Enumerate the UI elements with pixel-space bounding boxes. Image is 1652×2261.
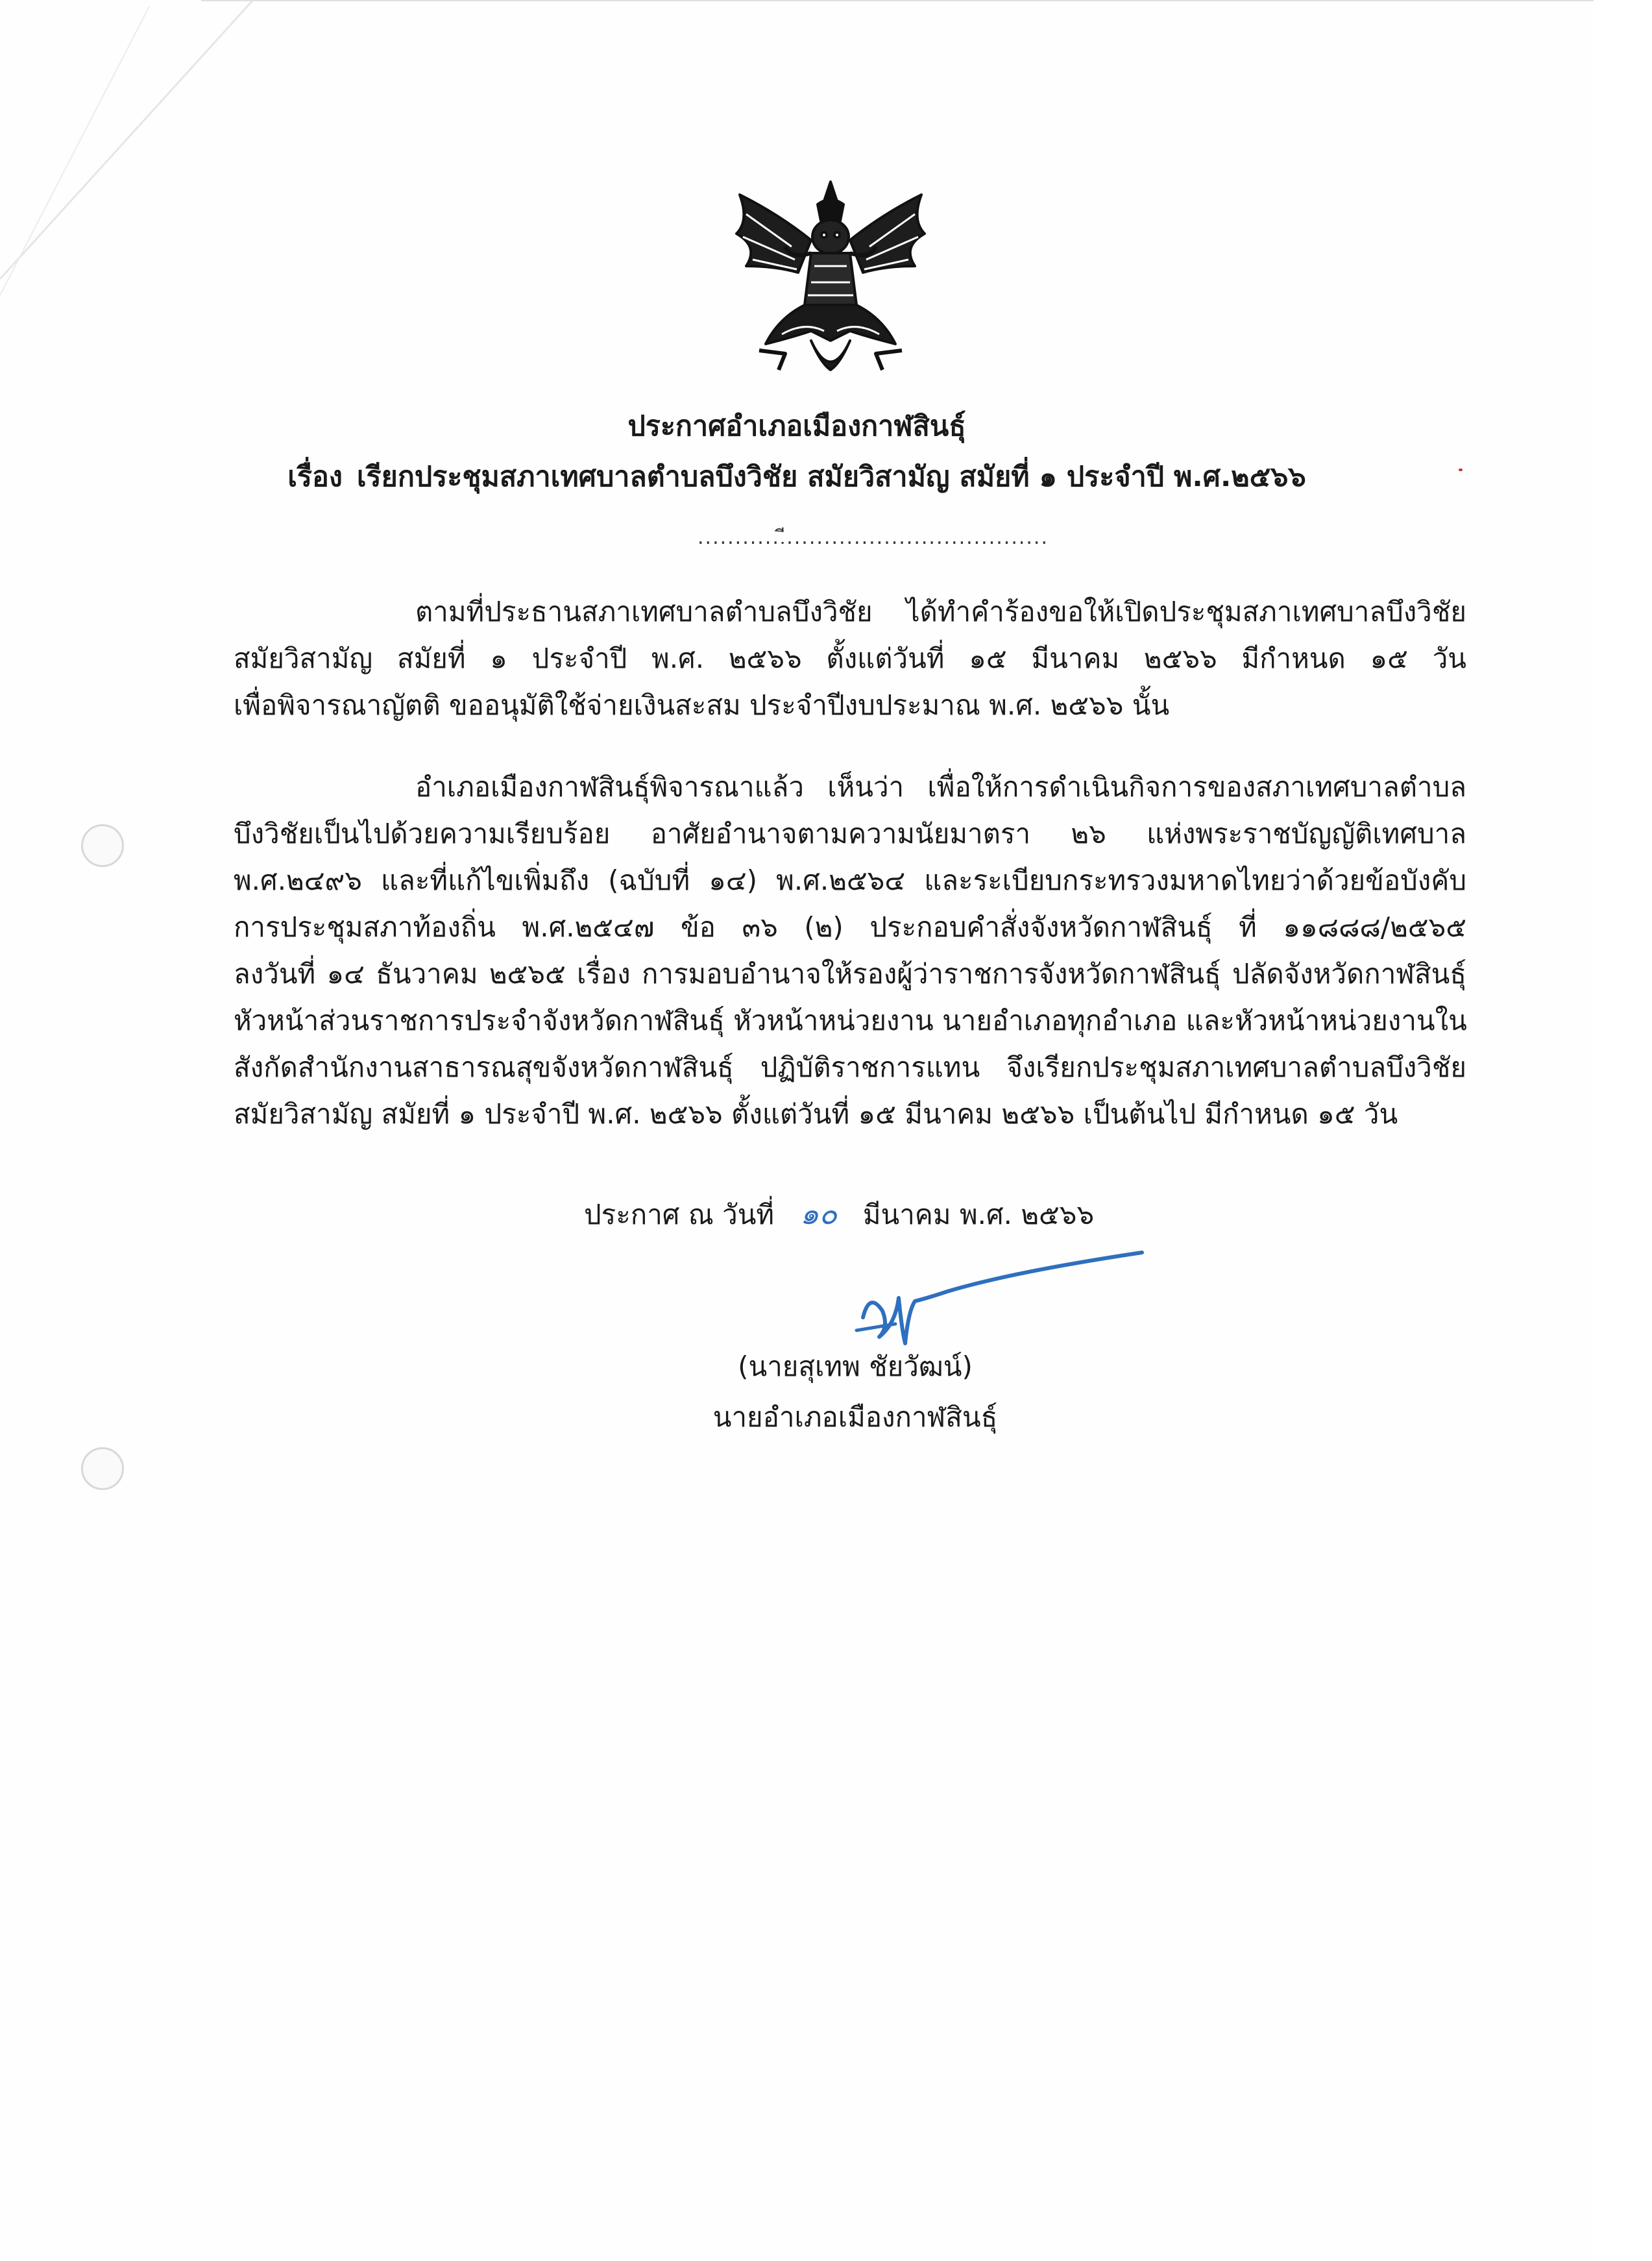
announcement-date (584, 1190, 1233, 1237)
document-title: ประกาศอำเภอเมืองกาฬสินธุ์ (627, 410, 966, 443)
garuda-emblem-icon (720, 175, 941, 389)
signer-position: นายอำเภอเมืองกาฬสินธุ์ (712, 1401, 998, 1433)
paragraph-line: หัวหน้าส่วนราชการประจำจังหวัดกาฬสินธุ์ หัวหน้าหน่วยงาน นายอำเภอทุกอำเภอ และหัวหน้าหน่วยงานใน (234, 1005, 1467, 1036)
paragraph-line: ลงวันที่ ๑๔ ธันวาคม ๒๕๖๕ เรื่อง การมอบอำนาจให้รองผู้ว่าราชการจังหวัดกาฬสินธุ์ ปลัดจังหวัดกาฬสินธุ์ (234, 958, 1466, 990)
paragraph-1 (234, 589, 1466, 729)
paragraph-line: บึงวิชัยเป็นไปด้วยความเรียบร้อย อาศัยอำนาจตามความนัยมาตรา ๒๖ แห่งพระราชบัญญัติเทศบาล (234, 818, 1466, 849)
signer-name: (นายสุเทพ ชัยวัฒน์) (738, 1350, 973, 1382)
subject-text: เรียกประชุมสภาเทศบาลตำบลบึงวิชัย สมัยวิสามัญ สมัยที่ ๑ ประจำปี พ.ศ.๒๕๖๖ (356, 461, 1306, 493)
paragraph-line: เพื่อพิจารณาญัตติ ขออนุมัติใช้จ่ายเงินสะสม ประจำปีงบประมาณ พ.ศ. ๒๕๖๖ นั้น (234, 689, 1170, 721)
separator-dots: ............ี................................... (698, 526, 1049, 549)
paragraph-line: สมัยวิสามัญ สมัยที่ ๑ ประจำปี พ.ศ. ๒๕๖๖ ตั้งแต่วันที่ ๑๕ มีนาคม ๒๕๖๖ มีกำหนด ๑๕ วัน (234, 642, 1466, 674)
paragraph-line: สังกัดสำนักงานสาธารณสุขจังหวัดกาฬสินธุ์ ปฏิบัติราชการแทน จึงเรียกประชุมสภาเทศบาลตำบลบึงวิชัย (234, 1051, 1466, 1083)
paragraph-line: ตามที่ประธานสภาเทศบาลตำบลบึงวิชัย ได้ทำคำร้องขอให้เปิดประชุมสภาเทศบาลบึงวิชัย (415, 596, 1466, 628)
paragraph-line: การประชุมสภาท้องถิ่น พ.ศ.๒๕๔๗ ข้อ ๓๖ (๒) ประกอบคำสั่งจังหวัดกาฬสินธุ์ ที่ ๑๑๘๘๘/๒๕๖๕ (234, 911, 1466, 943)
announce-month-year: มีนาคม พ.ศ. ๒๕๖๖ (862, 1199, 1095, 1230)
punch-hole-top (81, 824, 124, 867)
punch-hole-bottom (81, 1447, 124, 1490)
handwritten-day: ๑๐ (799, 1196, 838, 1231)
paragraph-line: อำเภอเมืองกาฬสินธุ์พิจารณาแล้ว เห็นว่า เพื่อให้การดำเนินกิจการของสภาเทศบาลตำบล (415, 771, 1466, 803)
paragraph-line: สมัยวิสามัญ สมัยที่ ๑ ประจำปี พ.ศ. ๒๕๖๖ ตั้งแต่วันที่ ๑๕ มีนาคม ๒๕๖๖ เป็นต้นไป มีกำหนด ๑๕ วัน (234, 1098, 1398, 1130)
paragraph-2 (234, 764, 1466, 1138)
announce-prefix: ประกาศ ณ วันที่ (584, 1199, 775, 1230)
subject-label: เรื่อง (287, 461, 343, 493)
paragraph-line: พ.ศ.๒๔๙๖ และที่แก้ไขเพิ่มถึง (ฉบับที่ ๑๔) พ.ศ.๒๕๖๔ และระเบียบกระทรวงมหาดไทยว่าด้วยข้อบังคับ (234, 864, 1466, 896)
document-subject (0, 454, 1594, 498)
